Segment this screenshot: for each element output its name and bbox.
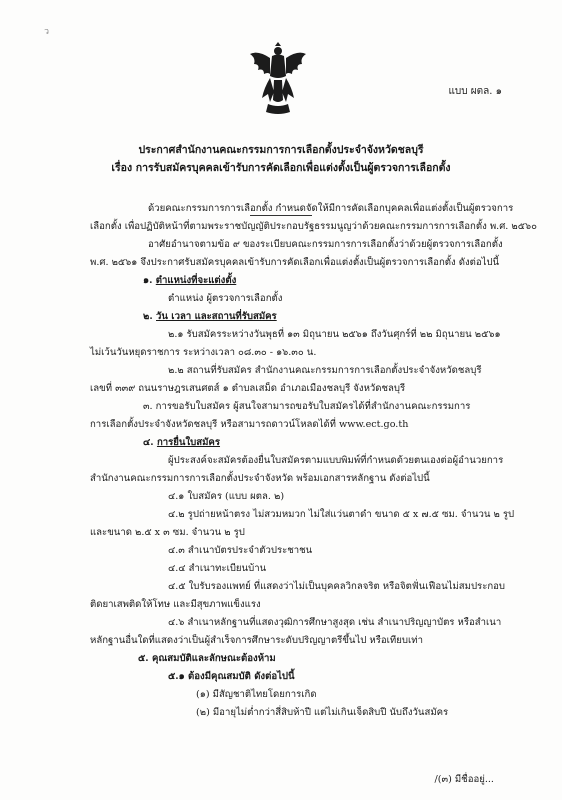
qualification-item: (๒) มีอายุไม่ต่ำกว่าสี่สิบห้าปี แต่ไม่เกินเจ็ดสิบปี นับถึงวันสมัคร	[196, 707, 449, 718]
intro-line: พ.ศ. ๒๕๖๑ จึงประกาศรับสมัครบุคคลเข้ารับการคัดเลือกเพื่อแต่งตั้งเป็นผู้ตรวจการเลือกตั้ง ดังต่อไปนี้	[90, 257, 500, 268]
page-continuation: /(๓) มีชื่ออยู่...	[434, 774, 494, 785]
section-4-item: ๔.๖ สำเนาหลักฐานที่แสดงวุฒิการศึกษาสูงสุด เช่น สำเนาปริญญาบัตร หรือสำเนา	[168, 617, 502, 628]
section-4-item: ๔.๑ ใบสมัคร (แบบ ผตล. ๒)	[168, 491, 285, 502]
section-2-2-line: ๒.๒ สถานที่รับสมัคร สำนักงานคณะกรรมการการเลือกตั้งประจำจังหวัดชลบุรี	[168, 365, 482, 376]
section-2-heading	[143, 311, 277, 323]
section-4-item: ๔.๕ ใบรับรองแพทย์ ที่แสดงว่าไม่เป็นบุคคลวิกลจริต หรือจิตฟั่นเฟือนไม่สมประกอบ	[168, 581, 506, 592]
section-4-item: ๔.๔ สำเนาทะเบียนบ้าน	[168, 563, 267, 574]
section-4-item: ติดยาเสพติดให้โทษ และมีสุขภาพแข็งแรง	[90, 599, 261, 610]
intro-line: เลือกตั้ง เพื่อปฏิบัติหน้าที่ตามพระราชบัญญัติประกอบรัฐธรรมนูญว่าด้วยคณะกรรมการการเลือกตั้ง พ.ศ. ๒๕๖๐	[90, 221, 537, 232]
section-1-title: ตำแหน่งที่จะแต่งตั้ง	[155, 275, 237, 286]
section-4-item: ๔.๒ รูปถ่ายหน้าตรง ไม่สวมหมวก ไม่ใส่แว่นตาดำ ขนาด ๕ x ๗.๕ ซม. จำนวน ๒ รูป	[168, 509, 515, 520]
section-4-title: การยื่นใบสมัคร	[156, 437, 221, 448]
section-3-line: ๓. การขอรับใบสมัคร ผู้สนใจสามารถขอรับใบสมัครได้ที่สำนักงานคณะกรรมการ	[143, 401, 471, 412]
announcement-subject: เรื่อง การรับสมัครบุคคลเข้ารับการคัดเลือกเพื่อแต่งตั้งเป็นผู้ตรวจการเลือกตั้ง	[111, 162, 451, 174]
section-4-heading	[143, 437, 220, 449]
section-2-title: วัน เวลา และสถานที่รับสมัคร	[156, 311, 277, 322]
section-2-1-line: ๒.๑ รับสมัครระหว่างวันพุธที่ ๑๓ มิถุนายน ๒๕๖๑ ถึงวันศุกร์ที่ ๒๒ มิถุนายน ๒๕๖๑	[168, 329, 501, 340]
qualification-item: (๑) มีสัญชาติไทยโดยการเกิด	[196, 689, 317, 700]
section-1-number: ๑.	[143, 275, 153, 286]
section-4-item: ๔.๓ สำเนาบัตรประจำตัวประชาชน	[168, 545, 313, 556]
section-1-body: ตำแหน่ง ผู้ตรวจการเลือกตั้ง	[168, 293, 283, 304]
section-2-1-line: ไม่เว้นวันหยุดราชการ ระหว่างเวลา ๐๘.๓๐ - ๑๖.๓๐ น.	[90, 347, 317, 358]
section-4-line: ผู้ประสงค์จะสมัครต้องยื่นใบสมัครตามแบบพิมพ์ที่กำหนดด้วยตนเองต่อผู้อำนวยการ	[168, 455, 504, 466]
section-3-line: การเลือกตั้งประจำจังหวัดชลบุรี หรือสามารถดาวน์โหลดได้ที่ www.ect.go.th	[90, 419, 409, 430]
garuda-emblem-icon	[248, 42, 308, 118]
announcement-title: ประกาศสำนักงานคณะกรรมการการเลือกตั้งประจำจังหวัดชลบุรี	[138, 144, 424, 156]
title-underline	[250, 215, 312, 216]
section-4-line: สำนักงานคณะกรรมการการเลือกตั้งประจำจังหวัด พร้อมเอกสารหลักฐาน ดังต่อไปนี้	[90, 473, 430, 484]
section-4-item: หลักฐานอื่นใดที่แสดงว่าเป็นผู้สำเร็จการศึกษาระดับปริญญาตรีขึ้นไป หรือเทียบเท่า	[90, 635, 423, 646]
section-4-item: และขนาด ๒.๕ x ๓ ซม. จำนวน ๒ รูป	[90, 527, 245, 538]
section-5-1-heading: ๕.๑ ต้องมีคุณสมบัติ ดังต่อไปนี้	[168, 671, 295, 682]
section-5-heading: ๕. คุณสมบัติและลักษณะต้องห้าม	[138, 653, 276, 664]
section-2-number: ๒.	[143, 311, 153, 322]
intro-line: ด้วยคณะกรรมการการเลือกตั้ง กำหนดจัดให้มีการคัดเลือกบุคคลเพื่อแต่งตั้งเป็นผู้ตรวจการ	[148, 203, 514, 214]
section-4-number: ๔.	[143, 437, 154, 448]
section-2-2-line: เลขที่ ๓๓๙ ถนนราษฎรเสนศตส์ ๑ ตำบลเสม็ด อำเภอเมืองชลบุรี จังหวัดชลบุรี	[90, 383, 406, 394]
section-1-heading	[143, 275, 236, 287]
scan-mark: ว	[44, 27, 50, 37]
form-code: แบบ ผตล. ๑	[448, 86, 502, 97]
intro-line: อาศัยอำนาจตามข้อ ๙ ของระเบียบคณะกรรมการการเลือกตั้งว่าด้วยผู้ตรวจการเลือกตั้ง	[148, 239, 503, 250]
